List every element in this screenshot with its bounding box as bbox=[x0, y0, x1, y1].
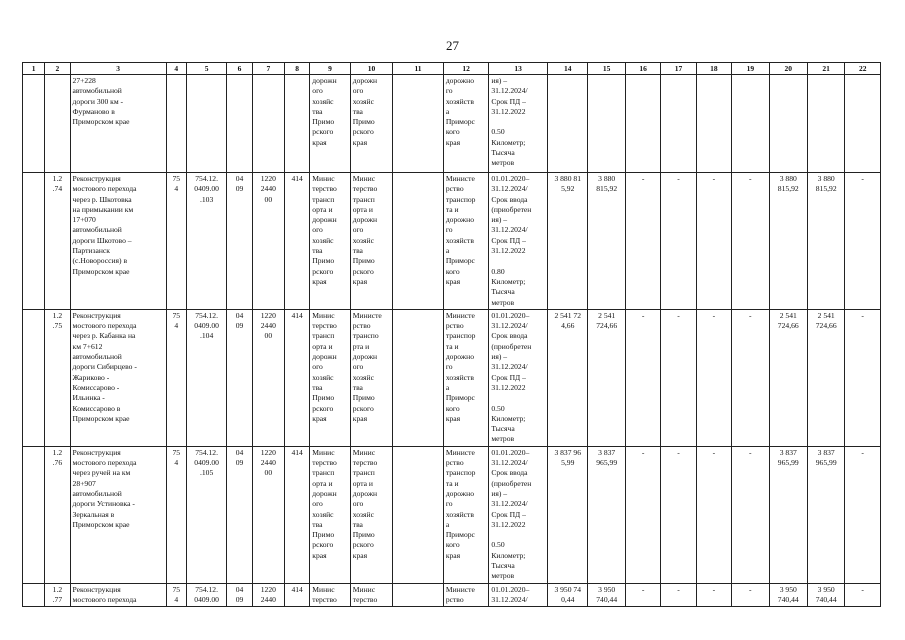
cell-col-15 bbox=[588, 75, 625, 173]
table-row bbox=[23, 309, 881, 446]
cell-col-14: 2 541 72 4,66 bbox=[548, 309, 588, 446]
cell-col-1 bbox=[23, 173, 45, 310]
cell-col-4: 75 4 bbox=[166, 309, 186, 446]
cell-col-20: 2 541 724,66 bbox=[769, 309, 807, 446]
column-number-15: 15 bbox=[588, 63, 625, 75]
cell-col-19: - bbox=[732, 309, 769, 446]
cell-col-18: - bbox=[696, 309, 731, 446]
cell-col-5 bbox=[186, 75, 226, 173]
cell-col-17: - bbox=[661, 173, 696, 310]
cell-col-21: 3 950 740,44 bbox=[807, 583, 844, 607]
column-number-18: 18 bbox=[696, 63, 731, 75]
cell-col-8: 414 bbox=[285, 446, 310, 583]
column-number-2: 2 bbox=[45, 63, 70, 75]
cell-col-5: 754.12. 0409.00 .104 bbox=[186, 309, 226, 446]
cell-col-11 bbox=[393, 309, 444, 446]
column-number-17: 17 bbox=[661, 63, 696, 75]
cell-col-17: - bbox=[661, 446, 696, 583]
cell-col-19: - bbox=[732, 583, 769, 607]
cell-col-4 bbox=[166, 75, 186, 173]
cell-col-12: Министе рство транспор та и дорожно го хозяйств а Приморс кого края bbox=[443, 309, 489, 446]
cell-col-20: 3 880 815,92 bbox=[769, 173, 807, 310]
column-number-8: 8 bbox=[285, 63, 310, 75]
cell-col-12: Министе рство транспор та и дорожно го хозяйств а Приморс кого края bbox=[443, 446, 489, 583]
cell-col-10: Минис терство трансп орта и дорожн ого хозяйс тва Примо рского края bbox=[350, 446, 392, 583]
cell-col-9: Минис терство трансп орта и дорожн ого хозяйс тва Примо рского края bbox=[310, 173, 350, 310]
cell-col-2: 1.2 .74 bbox=[45, 173, 70, 310]
cell-col-4: 75 4 bbox=[166, 446, 186, 583]
column-number-20: 20 bbox=[769, 63, 807, 75]
cell-col-6: 04 09 bbox=[227, 583, 252, 607]
table-row bbox=[23, 446, 881, 583]
cell-col-21: 3 880 815,92 bbox=[807, 173, 844, 310]
cell-col-6: 04 09 bbox=[227, 446, 252, 583]
cell-col-22: - bbox=[845, 309, 881, 446]
cell-col-7: 1220 2440 00 bbox=[252, 173, 284, 310]
cell-col-8: 414 bbox=[285, 309, 310, 446]
column-number-21: 21 bbox=[807, 63, 844, 75]
cell-col-11 bbox=[393, 75, 444, 173]
cell-col-18: - bbox=[696, 446, 731, 583]
column-number-7: 7 bbox=[252, 63, 284, 75]
cell-col-13: 01.01.2020– 31.12.2024/ Срок ввода (приобретен ия) – 31.12.2024/ Срок ПД – 31.12.2022 0.50 Километр; Тысяча метров bbox=[489, 309, 548, 446]
cell-col-19: - bbox=[732, 173, 769, 310]
cell-col-2 bbox=[45, 75, 70, 173]
cell-col-14: 3 880 81 5,92 bbox=[548, 173, 588, 310]
cell-col-21: 3 837 965,99 bbox=[807, 446, 844, 583]
column-number-14: 14 bbox=[548, 63, 588, 75]
cell-col-3: Реконструкция мостового перехода через р. Шкотовка на примыкании км 17+070 автомобильной дороги Шкотово – Партизанск (с.Новороссия) в Приморском крае bbox=[70, 173, 166, 310]
column-number-12: 12 bbox=[443, 63, 489, 75]
cell-col-1 bbox=[23, 446, 45, 583]
program-table bbox=[22, 62, 881, 607]
table-row bbox=[23, 173, 881, 310]
cell-col-22: - bbox=[845, 446, 881, 583]
cell-col-14: 3 950 74 0,44 bbox=[548, 583, 588, 607]
cell-col-22: - bbox=[845, 173, 881, 310]
cell-col-16 bbox=[625, 75, 660, 173]
cell-col-16: - bbox=[625, 173, 660, 310]
column-number-19: 19 bbox=[732, 63, 769, 75]
cell-col-5: 754.12. 0409.00 bbox=[186, 583, 226, 607]
column-number-11: 11 bbox=[393, 63, 444, 75]
cell-col-6: 04 09 bbox=[227, 173, 252, 310]
cell-col-17 bbox=[661, 75, 696, 173]
cell-col-15: 3 950 740,44 bbox=[588, 583, 625, 607]
cell-col-20: 3 950 740,44 bbox=[769, 583, 807, 607]
cell-col-7: 1220 2440 00 bbox=[252, 446, 284, 583]
column-number-row bbox=[23, 63, 881, 75]
cell-col-9: Минис терство трансп орта и дорожн ого хозяйс тва Примо рского края bbox=[310, 446, 350, 583]
column-number-13: 13 bbox=[489, 63, 548, 75]
cell-col-13: ия) – 31.12.2024/ Срок ПД – 31.12.2022 0.50 Километр; Тысяча метров bbox=[489, 75, 548, 173]
column-number-6: 6 bbox=[227, 63, 252, 75]
cell-col-15: 3 837 965,99 bbox=[588, 446, 625, 583]
cell-col-12: дорожно го хозяйств а Приморс кого края bbox=[443, 75, 489, 173]
cell-col-11 bbox=[393, 173, 444, 310]
cell-col-17: - bbox=[661, 309, 696, 446]
column-number-4: 4 bbox=[166, 63, 186, 75]
column-number-9: 9 bbox=[310, 63, 350, 75]
cell-col-21: 2 541 724,66 bbox=[807, 309, 844, 446]
cell-col-20 bbox=[769, 75, 807, 173]
cell-col-7 bbox=[252, 75, 284, 173]
page-number: 27 bbox=[446, 38, 459, 53]
cell-col-8: 414 bbox=[285, 173, 310, 310]
cell-col-2: 1.2 .76 bbox=[45, 446, 70, 583]
cell-col-18: - bbox=[696, 173, 731, 310]
column-number-5: 5 bbox=[186, 63, 226, 75]
cell-col-14 bbox=[548, 75, 588, 173]
cell-col-18: - bbox=[696, 583, 731, 607]
column-number-1: 1 bbox=[23, 63, 45, 75]
column-number-16: 16 bbox=[625, 63, 660, 75]
cell-col-11 bbox=[393, 583, 444, 607]
cell-col-6: 04 09 bbox=[227, 309, 252, 446]
cell-col-2: 1.2 .77 bbox=[45, 583, 70, 607]
cell-col-3: Реконструкция мостового перехода bbox=[70, 583, 166, 607]
cell-col-19: - bbox=[732, 446, 769, 583]
cell-col-9: Минис терство bbox=[310, 583, 350, 607]
column-number-22: 22 bbox=[845, 63, 881, 75]
cell-col-7: 1220 2440 00 bbox=[252, 309, 284, 446]
cell-col-10: дорожн ого хозяйс тва Примо рского края bbox=[350, 75, 392, 173]
cell-col-5: 754.12. 0409.00 .105 bbox=[186, 446, 226, 583]
table-row bbox=[23, 75, 881, 173]
cell-col-8: 414 bbox=[285, 583, 310, 607]
table-row bbox=[23, 583, 881, 607]
column-number-3: 3 bbox=[70, 63, 166, 75]
cell-col-18 bbox=[696, 75, 731, 173]
cell-col-12: Министе рство bbox=[443, 583, 489, 607]
cell-col-13: 01.01.2020– 31.12.2024/ Срок ввода (приобретен ия) – 31.12.2024/ Срок ПД – 31.12.2022 0.80 Километр; Тысяча метров bbox=[489, 173, 548, 310]
cell-col-9: дорожн ого хозяйс тва Примо рского края bbox=[310, 75, 350, 173]
cell-col-17: - bbox=[661, 583, 696, 607]
cell-col-10: Минис терство bbox=[350, 583, 392, 607]
cell-col-10: Министе рство транспо рта и дорожн ого хозяйс тва Примо рского края bbox=[350, 309, 392, 446]
cell-col-22 bbox=[845, 75, 881, 173]
cell-col-5: 754.12. 0409.00 .103 bbox=[186, 173, 226, 310]
column-number-10: 10 bbox=[350, 63, 392, 75]
cell-col-11 bbox=[393, 446, 444, 583]
cell-col-20: 3 837 965,99 bbox=[769, 446, 807, 583]
cell-col-4: 75 4 bbox=[166, 173, 186, 310]
cell-col-1 bbox=[23, 309, 45, 446]
cell-col-3: Реконструкция мостового перехода через р. Кабанка на км 7+612 автомобильной дороги Сибирцево - Жариково - Комиссарово - Ильинка - Комиссарово в Приморском крае bbox=[70, 309, 166, 446]
cell-col-13: 01.01.2020– 31.12.2024/ bbox=[489, 583, 548, 607]
cell-col-16: - bbox=[625, 583, 660, 607]
cell-col-2: 1.2 .75 bbox=[45, 309, 70, 446]
cell-col-14: 3 837 96 5,99 bbox=[548, 446, 588, 583]
cell-col-15: 2 541 724,66 bbox=[588, 309, 625, 446]
cell-col-1 bbox=[23, 75, 45, 173]
cell-col-16: - bbox=[625, 309, 660, 446]
cell-col-12: Министе рство транспор та и дорожно го хозяйств а Приморс кого края bbox=[443, 173, 489, 310]
cell-col-3: Реконструкция мостового перехода через ручей на км 28+907 автомобильной дороги Устиновка - Зеркальная в Приморском крае bbox=[70, 446, 166, 583]
cell-col-13: 01.01.2020– 31.12.2024/ Срок ввода (приобретен ия) – 31.12.2024/ Срок ПД – 31.12.2022 0.50 Километр; Тысяча метров bbox=[489, 446, 548, 583]
cell-col-10: Минис терство трансп орта и дорожн ого хозяйс тва Примо рского края bbox=[350, 173, 392, 310]
cell-col-7: 1220 2440 bbox=[252, 583, 284, 607]
cell-col-22: - bbox=[845, 583, 881, 607]
cell-col-3: 27+228 автомобильной дороги 300 км - Фурманово в Приморском крае bbox=[70, 75, 166, 173]
cell-col-8 bbox=[285, 75, 310, 173]
cell-col-6 bbox=[227, 75, 252, 173]
cell-col-21 bbox=[807, 75, 844, 173]
cell-col-16: - bbox=[625, 446, 660, 583]
cell-col-4: 75 4 bbox=[166, 583, 186, 607]
cell-col-19 bbox=[732, 75, 769, 173]
cell-col-15: 3 880 815,92 bbox=[588, 173, 625, 310]
cell-col-9: Минис терство трансп орта и дорожн ого хозяйс тва Примо рского края bbox=[310, 309, 350, 446]
cell-col-1 bbox=[23, 583, 45, 607]
